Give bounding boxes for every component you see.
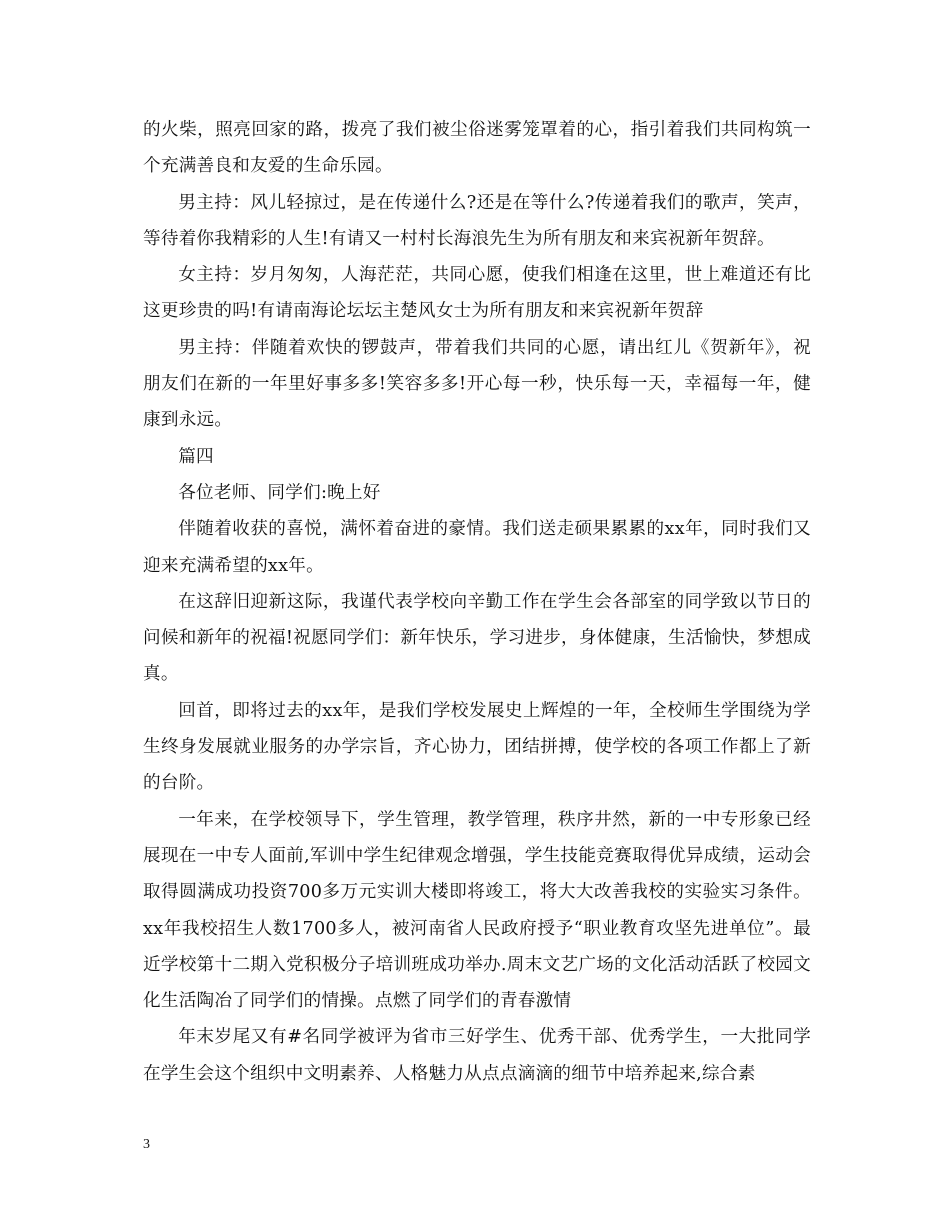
paragraph-9: 回首，即将过去的xx年，是我们学校发展史上辉煌的一年，全校师生学围绕为学生终身发展就业服务的办学宗旨，齐心协力，团结拼搏，使学校的各项工作都上了新的台阶。 [143,700,811,794]
section-heading: 篇四 [178,446,214,467]
paragraph-7: 伴随着收获的喜悦，满怀着奋进的豪情。我们送走硕果累累的xx年，同时我们又迎来充满希望的xx年。 [143,519,811,576]
document-body [143,112,811,1092]
page-number: 3 [143,1137,150,1152]
paragraph-11: 年末岁尾又有#名同学被评为省市三好学生、优秀干部、优秀学生，一大批同学在学生会这个组织中文明素养、人格魅力从点点滴滴的细节中培养起来,综合素 [143,1027,811,1084]
salutation: 各位老师、同学们:晚上好 [178,482,381,503]
paragraph-3: 女主持：岁月匆匆，人海茫茫，共同心愿，使我们相逢在这里，世上难道还有比这更珍贵的吗!有请南海论坛坛主楚风女士为所有朋友和来宾祝新年贺辞 [143,265,811,322]
paragraph-1: 的火柴，照亮回家的路，拨亮了我们被尘俗迷雾笼罩着的心，指引着我们共同构筑一个充满善良和友爱的生命乐园。 [143,120,811,177]
paragraph-8: 在这辞旧迎新这际，我谨代表学校向辛勤工作在学生会各部室的同学致以节日的问候和新年的祝福!祝愿同学们：新年快乐，学习进步，身体健康，生活愉快，梦想成真。 [143,591,811,685]
paragraph-2: 男主持：风儿轻掠过，是在传递什么?还是在等什么?传递着我们的歌声，笑声，等待着你我精彩的人生!有请又一村村长海浪先生为所有朋友和来宾祝新年贺辞。 [143,192,811,249]
paragraph-4: 男主持：伴随着欢快的锣鼓声，带着我们共同的心愿，请出红儿《贺新年》，祝朋友们在新的一年里好事多多!笑容多多!开心每一秒，快乐每一天，幸福每一年，健康到永远。 [143,337,811,431]
paragraph-10: 一年来，在学校领导下，学生管理，教学管理，秩序井然，新的一中专形象已经展现在一中专人面前,军训中学生纪律观念增强，学生技能竞赛取得优异成绩，运动会取得圆满成功投资700多万元实训大楼即将竣工，将大大改善我校的实验实习条件。xx年我校招生人数1700多人，被河南省人民政府授予“职业教育攻坚先进单位”。最近学校第十二期入党积极分子培训班成功举办.周末文艺广场的文化活动活跃了校园文化生活陶冶了同学们的情操。点燃了同学们的青春激情 [143,809,811,1012]
